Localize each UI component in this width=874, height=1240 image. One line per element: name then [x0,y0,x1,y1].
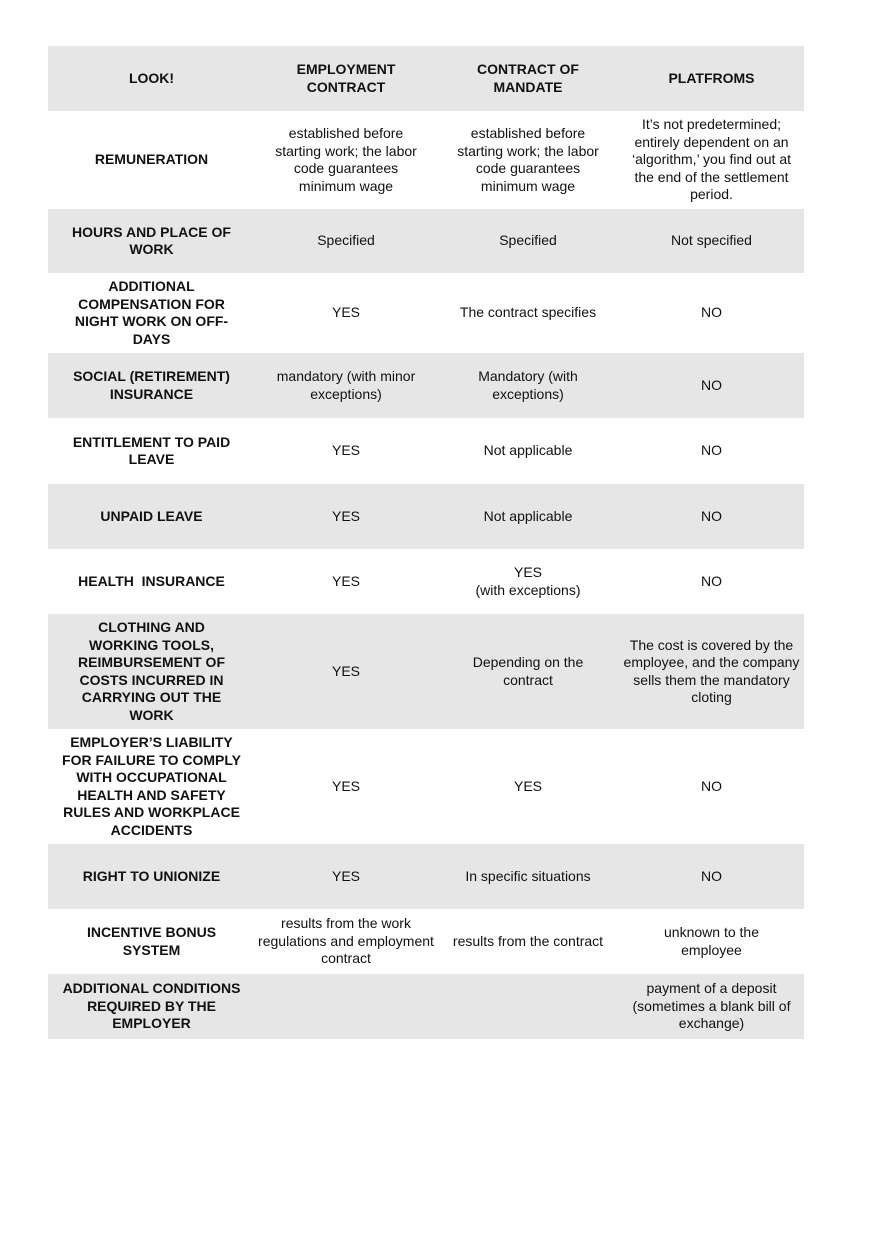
table-row-health-insurance [48,549,804,614]
cell-employment: Specified [317,232,375,249]
cell-employment: YES [331,777,360,794]
cell-platforms: NO [701,867,722,884]
table-row-right-to-unionize [48,844,804,909]
cell-mandate: Not applicable [483,442,573,459]
cell-mandate: Not applicable [483,507,573,524]
cell-mandate: In specific situations [465,867,591,884]
table-row-remuneration [48,111,804,209]
cell-mandate: Depending on the contract [472,654,584,688]
cell-employment: results from the work regulations and employment contract [258,915,434,967]
header-platforms: PLATFROMS [668,69,755,86]
cell-platforms: Not specified [671,232,752,249]
cell-mandate: Specified [499,232,557,249]
cell-employment [255,974,437,1039]
table-header-row [48,46,804,111]
cell-employment: YES [331,442,360,459]
table-row-social-insurance [48,353,804,418]
row-label: REMUNERATION [94,151,209,168]
header-employment-contract: EMPLOYMENT CONTRACT [296,61,396,95]
cell-mandate: results from the contract [452,932,604,949]
cell-mandate: YES (with exceptions) [475,564,581,598]
cell-platforms: NO [701,507,722,524]
cell-platforms: It’s not predetermined; entirely dependent on an ‘algorithm,’ you find out at the end of the settlement period. [631,116,791,203]
table-row-clothing-tools [48,614,804,729]
table-row-additional-compensation [48,273,804,353]
row-label: INCENTIVE BONUS SYSTEM [86,924,217,958]
cell-platforms: The cost is covered by the employee, and the company sells them the mandatory cloting [623,636,800,705]
row-label: ADDITIONAL COMPENSATION FOR NIGHT WORK ON OFF-DAYS [74,278,229,347]
cell-employment: YES [331,867,360,884]
row-label: EMPLOYER’S LIABILITY FOR FAILURE TO COMPLY WITH OCCUPATIONAL HEALTH AND SAFETY RULES AND WORKPLACE ACCIDENTS [62,734,241,838]
cell-mandate: Mandatory (with exceptions) [478,368,578,402]
cell-employment: YES [331,507,360,524]
header-look: LOOK! [128,69,175,86]
comparison-table [48,46,804,1039]
table-row-paid-leave [48,418,804,484]
row-label: RIGHT TO UNIONIZE [82,867,221,884]
table-row-incentive-bonus [48,909,804,974]
cell-mandate: YES [513,777,542,794]
table-row-additional-conditions [48,974,804,1039]
cell-employment: established before starting work; the labor code guarantees minimum wage [275,125,417,194]
row-label: ADDITIONAL CONDITIONS REQUIRED BY THE EMPLOYER [62,980,241,1032]
table-row-employer-liability [48,729,804,844]
cell-platforms: payment of a deposit (sometimes a blank bill of exchange) [632,980,791,1032]
cell-platforms: NO [701,442,722,459]
table-row-unpaid-leave [48,484,804,549]
row-label: ENTITLEMENT TO PAID LEAVE [72,433,231,467]
cell-mandate: The contract specifies [459,304,597,321]
cell-employment: YES [331,304,360,321]
cell-employment: YES [331,572,360,589]
header-contract-of-mandate: CONTRACT OF MANDATE [477,61,579,95]
row-label: UNPAID LEAVE [100,507,203,524]
cell-employment: YES [331,662,360,679]
cell-employment: mandatory (with minor exceptions) [276,368,416,402]
cell-mandate: established before starting work; the labor code guarantees minimum wage [457,125,599,194]
cell-platforms: unknown to the employee [664,924,759,958]
table-row-hours [48,209,804,273]
cell-platforms: NO [701,376,722,393]
cell-platforms: NO [701,304,722,321]
cell-mandate [437,974,619,1039]
cell-platforms: NO [701,572,722,589]
row-label: HEALTH INSURANCE [78,572,225,589]
cell-platforms: NO [701,777,722,794]
row-label: HOURS AND PLACE OF WORK [72,223,231,257]
row-label: SOCIAL (RETIREMENT) INSURANCE [73,368,230,402]
row-label: CLOTHING AND WORKING TOOLS, REIMBURSEMENT OF COSTS INCURRED IN CARRYING OUT THE WORK [78,619,225,723]
